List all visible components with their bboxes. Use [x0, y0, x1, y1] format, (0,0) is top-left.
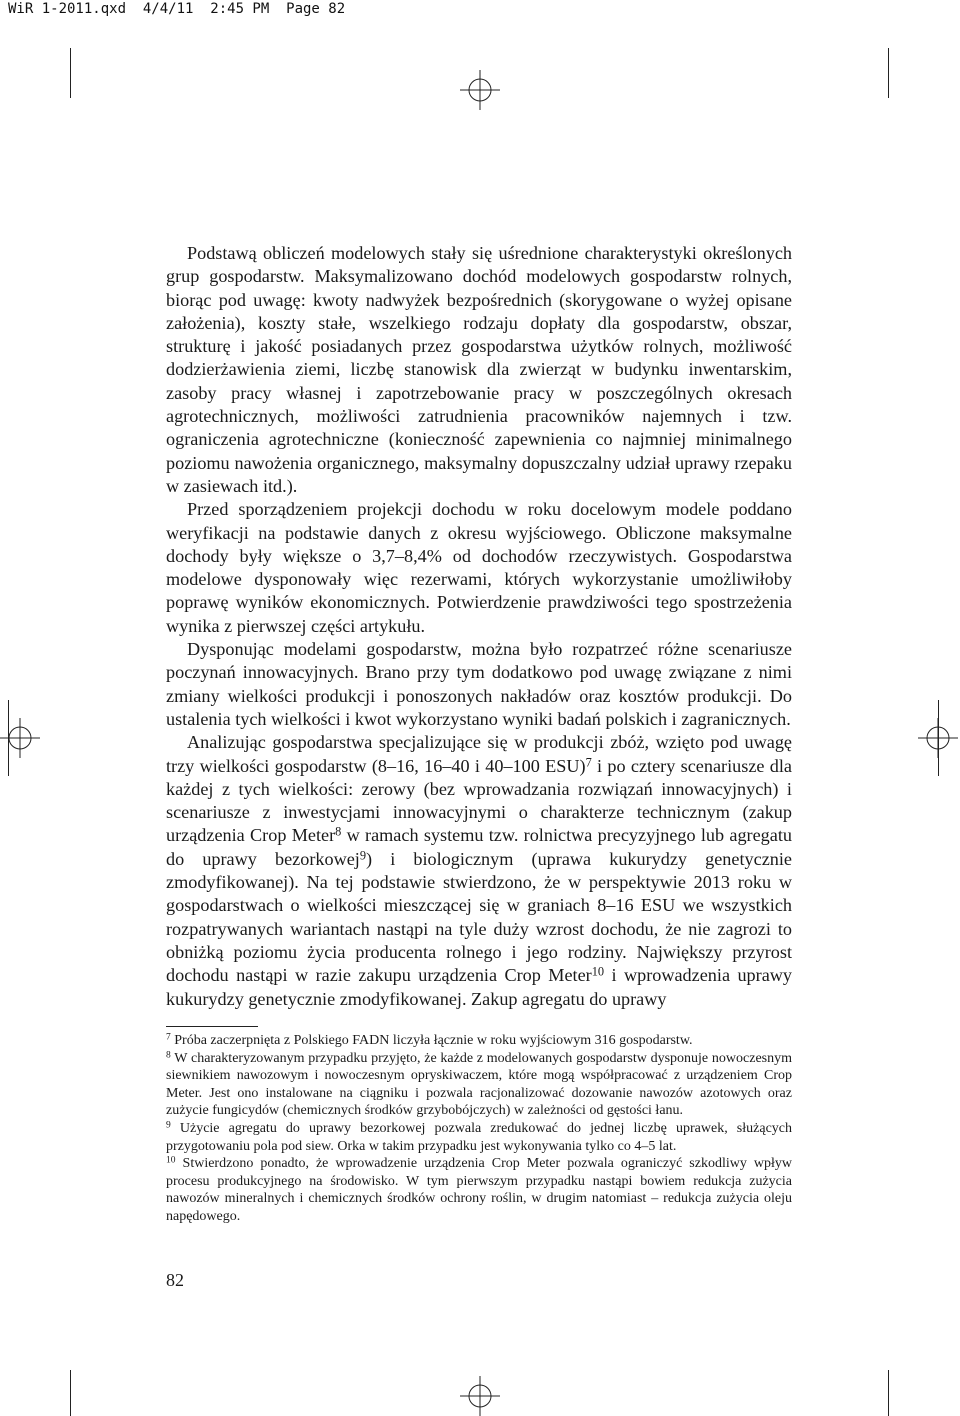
- footnote-text: W charakteryzowanym przypadku przyjęto, że każde z modelowanych gospodarstw dysponuje nowoczesnym siewnikiem nawozowym i nowoczesnym opryskiwaczem, które mogą współpracować z urządzeniem Crop Meter. Jest ono instalowane na ciągniku i pozwala racjonalizować dozowanie nawozów azotowych oraz zużycie fungicydów (chemicznych środków grzybobójczych) w zależności od gęstości łanu.: [166, 1050, 792, 1119]
- footnotes: [166, 1032, 792, 1226]
- paragraph-2: Przed sporządzeniem projekcji dochodu w roku docelowym modele poddano weryfikacji na podstawie danych z okresu wyjściowego. Obliczone maksymalne dochody były większe o 3,7–8,4% od dochodów rzeczywistych. Gospodarstwa modelowe dysponowały więc rezerwami, których wykorzystanie umożliwiłoby poprawę wyników ekonomicznych. Potwierdzenie prawdziwości tego spostrzeżenia wynika z pierwszej części artykułu.: [166, 499, 792, 636]
- footnote-text: Próba zaczerpnięta z Polskiego FADN liczyła łącznie w roku wyjściowym 316 gospodarstw.: [174, 1033, 693, 1048]
- footnote-number: 10: [166, 1155, 176, 1166]
- paragraph-4-part-c: w ramach systemu tzw. rolnictwa precyzyjnego lub agregatu do uprawy bezorkowej: [166, 825, 792, 869]
- footnote-number: 7: [166, 1032, 171, 1043]
- registration-mark-left: [0, 718, 40, 758]
- paragraph-4-part-d: ) i biologicznym (uprawa kukurydzy genetycznie zmodyfikowanej). Na tej podstawie stwierdzono, że w perspektywie 2013 roku w gospodarstwach o wielkości mieszczącej się w graniach 8–16 ESU we wszystkich rozpatrywanych wariantach nastąpi na tyle duży wzrost dochodu, że nie zagrozi to obniżką poziomu życia producenta rolnego i jego rodziny. Największy przyrost dochodu nastąpi w razie zakupu urządzenia Crop Meter: [166, 848, 792, 986]
- paragraph-1: Podstawą obliczeń modelowych stały się uśrednione charakterystyki określonych grup gospodarstw. Maksymalizowano dochód modelowych gospodarstw rolnych, biorąc pod uwagę: kwoty nadwyżek bezpośrednich (skorygowane o wyżej opisane założenia), koszty stałe, wszelkiego rodzaju dopłaty dla gospodarstw, obszar, strukturę i jakość posiadanych przez gospodarstwa użytków rolnych, możliwość dodzierżawienia ziemi, liczbę stanowisk dla zwierząt w budynku inwentarskim, zasoby pracy własnej i zapotrzebowanie pracy w poszczególnych okresach agrotechnicznych, możliwości zatrudnienia pracowników najemnych i tzw. ograniczenia agrotechniczne (konieczność zapewnienia co najmniej minimalnego poziomu nawożenia organicznego, maksymalny dopuszczalny udział uprawy rzepaku w zasiewach itd.).: [166, 243, 792, 496]
- footnote-ref-8: 8: [335, 824, 342, 839]
- footnote-ref-10: 10: [591, 964, 605, 979]
- paragraph-4: [166, 731, 792, 1011]
- crop-mark-bottom-right: [888, 1370, 889, 1416]
- footnote-ref-9: 9: [359, 848, 367, 863]
- footnote-ref-7: 7: [585, 754, 592, 769]
- registration-mark-right: [918, 718, 958, 758]
- footnote-text: Użycie agregatu do uprawy bezorkowej pozwala zredukować do jednej liczbę uprawek, służących przygotowaniu pola pod siew. Orka w takim przypadku jest wykonywania tylko co 4–5 lat.: [166, 1120, 792, 1154]
- registration-mark-bottom: [460, 1376, 500, 1416]
- paragraph-3: Dysponując modelami gospodarstw, można było rozpatrzeć różne scenariusze poczynań innowacyjnych. Brano przy tym dodatkowo pod uwagę związane z nimi zmiany wielkości produkcji i ponoszonych nakładów oraz kosztów produkcji. Do ustalenia tych wielkości i kwot wykorzystano wyniki badań polskich i zagranicznych.: [166, 639, 792, 729]
- page-number: 82: [166, 1270, 184, 1290]
- footnote-7: [166, 1032, 792, 1050]
- paragraph-4-part-b: i po cztery scenariusze dla każdej z tych wielkości: zerowy (bez wprowadzania rozwiązań innowacyjnych) i scenariusze z inwestycjami innowacyjnymi o charakterze technicznym (zakup urządzenia Crop Meter: [166, 755, 792, 846]
- slug-line: WiR 1-2011.qxd 4/4/11 2:45 PM Page 82: [8, 1, 346, 17]
- footnote-number: 9: [166, 1120, 171, 1131]
- paragraph-4-part-a: Analizując gospodarstwa specjalizujące się w produkcji zbóż, wzięto pod uwagę trzy wielkości gospodarstw (8–16, 16–40 i 40–100 ESU): [166, 732, 792, 776]
- footnote-9: [166, 1120, 792, 1155]
- footnote-10: [166, 1155, 792, 1225]
- registration-mark-top: [460, 70, 500, 110]
- footnote-text: Stwierdzono ponadto, że wprowadzenie urządzenia Crop Meter pozwala ograniczyć szkodliwy wpływ procesu produkcyjnego na środowisko. W tym pierwszym przypadku nastąpi bowiem redukcja zużycia nawozów mineralnych i chemicznych środków ochrony roślin, w drugim natomiast – redukcja zużycia oleju napędowego.: [166, 1156, 793, 1224]
- footnote-rule: [166, 1026, 258, 1027]
- paragraph-4-part-e: i wprowadzenia uprawy kukurydzy genetycznie zmodyfikowanej. Zakup agregatu do uprawy: [166, 965, 792, 1009]
- crop-mark-bottom-left: [70, 1370, 71, 1416]
- body-text: [166, 242, 792, 1011]
- footnote-8: [166, 1050, 792, 1120]
- footnote-number: 8: [166, 1050, 171, 1061]
- crop-mark-top-right: [888, 48, 889, 98]
- crop-mark-top-left: [70, 48, 71, 98]
